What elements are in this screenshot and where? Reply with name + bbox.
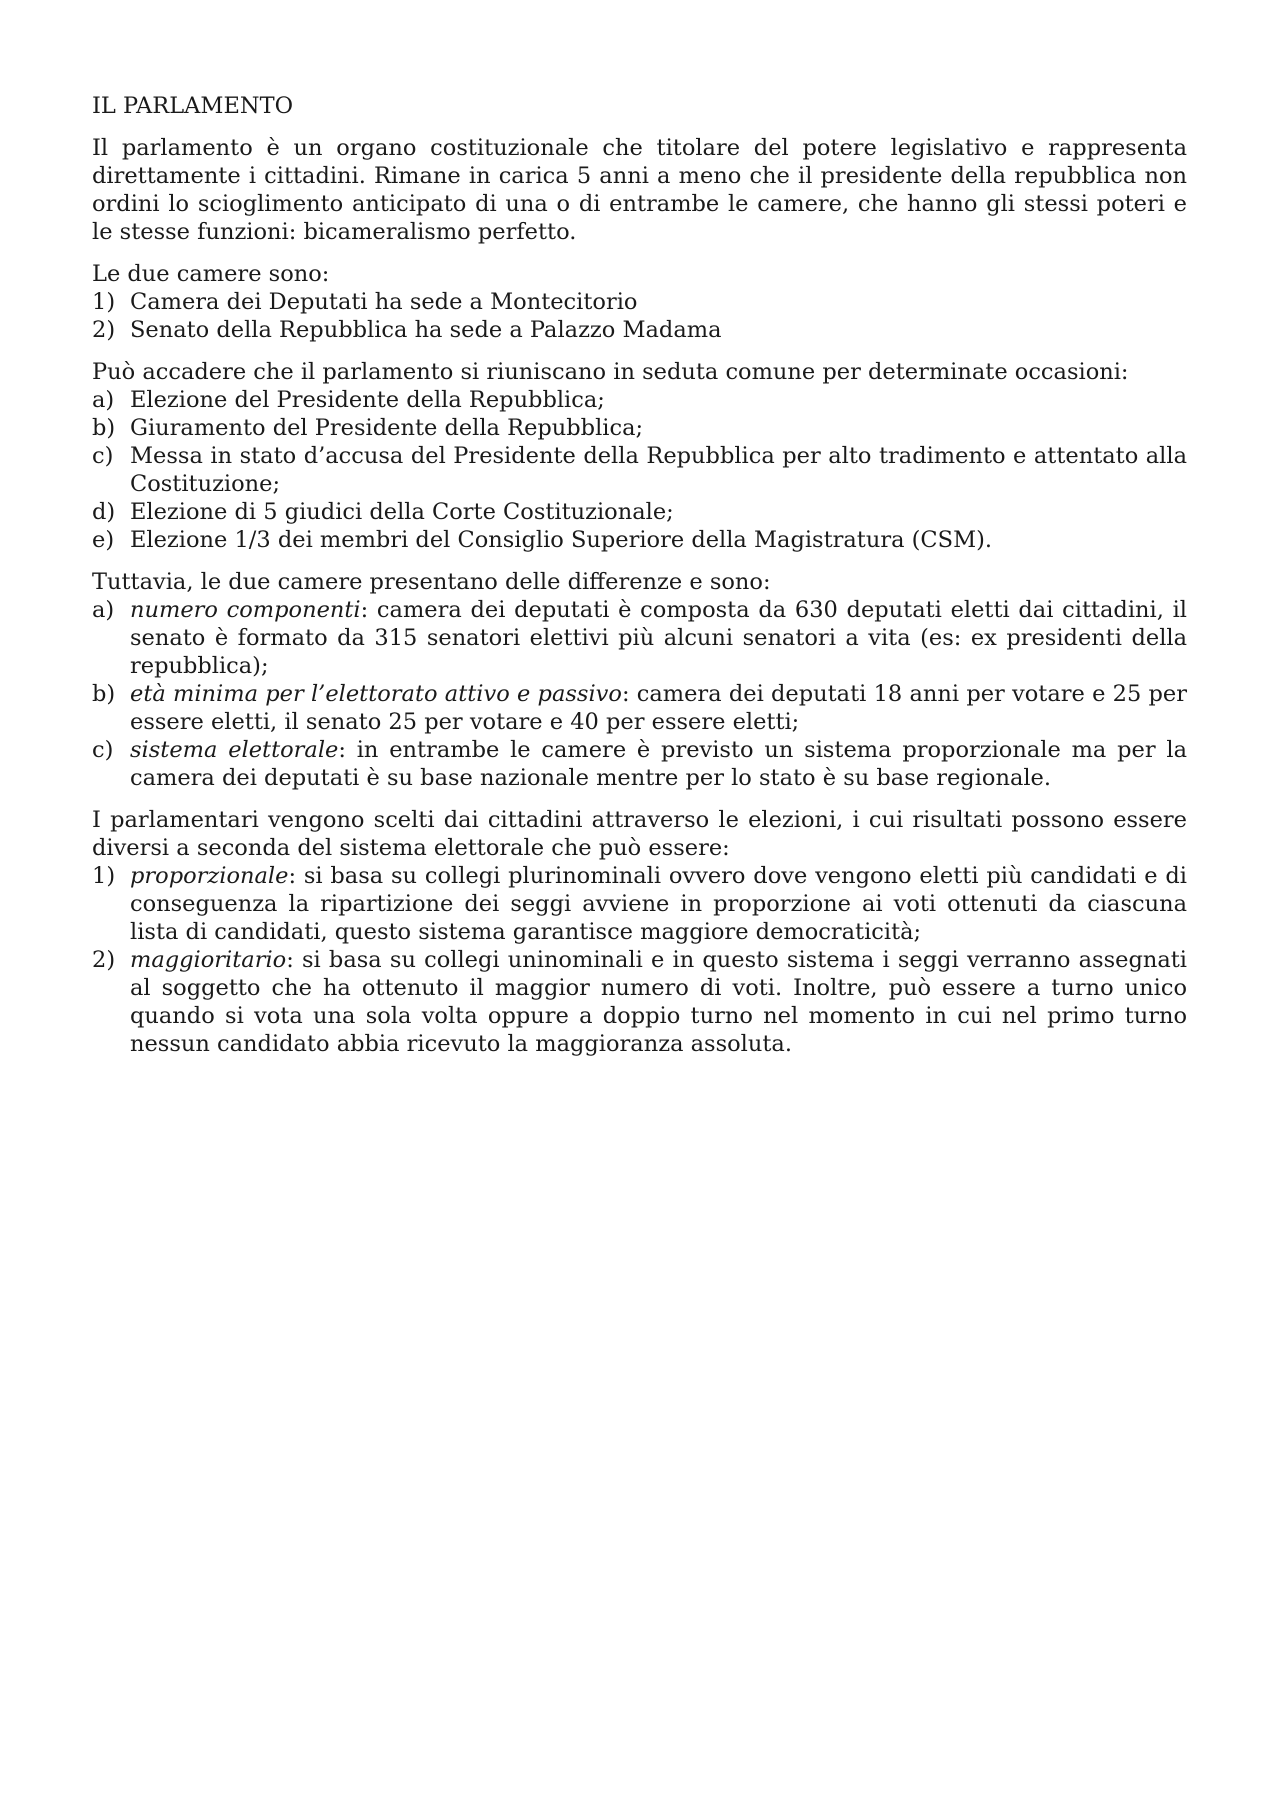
list-item-term: maggioritario	[130, 947, 287, 973]
list-item-text: : in entrambe le camere è previsto un sistema proporzionale ma per la camera dei deputati è su base nazionale mentre per lo stato è su base regionale.	[130, 737, 1187, 791]
list-item-text: Senato della Repubblica ha sede a Palazzo Madama	[130, 317, 722, 343]
list-marker: c)	[92, 443, 114, 469]
seduta-comune-intro: Può accadere che il parlamento si riuniscano in seduta comune per determinate occasioni:	[92, 359, 1129, 385]
seduta-comune-list	[92, 386, 1187, 554]
differenze-list	[92, 596, 1187, 792]
document-page	[92, 92, 1187, 1072]
list-item-text: : camera dei deputati è composta da 630 deputati eletti dai cittadini, il senato è formato da 315 senatori elettivi più alcuni senatori a vita (es: ex presidenti della repubblica);	[130, 597, 1187, 679]
list-marker: c)	[92, 737, 114, 763]
list-item-text: Elezione del Presidente della Repubblica;	[130, 387, 605, 413]
list-item-text: Elezione di 5 giudici della Corte Costituzionale;	[130, 499, 674, 525]
list-item	[92, 498, 1187, 526]
document-title: IL PARLAMENTO	[92, 93, 294, 119]
list-item	[92, 526, 1187, 554]
sistemi-intro: I parlamentari vengono scelti dai cittadini attraverso le elezioni, i cui risultati possono essere diversi a seconda del sistema elettorale che può essere:	[92, 807, 1187, 861]
camere-list	[92, 288, 1187, 344]
list-item-text: : camera dei deputati 18 anni per votare e 25 per essere eletti, il senato 25 per votare e 40 per essere eletti;	[130, 681, 1188, 735]
list-item	[92, 386, 1187, 414]
list-marker: d)	[92, 499, 116, 525]
seduta-comune-section	[92, 358, 1187, 554]
list-marker: a)	[92, 387, 115, 413]
list-marker: 2)	[92, 947, 116, 973]
list-item-text: Messa in stato d’accusa del Presidente della Repubblica per alto tradimento e attentato alla Costituzione;	[130, 443, 1187, 497]
list-item	[92, 442, 1187, 498]
list-item	[92, 946, 1187, 1058]
list-item-text: Giuramento del Presidente della Repubblica;	[130, 415, 644, 441]
list-marker: 1)	[92, 289, 116, 315]
list-marker: b)	[92, 681, 116, 707]
list-item	[92, 736, 1187, 792]
list-item-text: Elezione 1/3 dei membri del Consiglio Superiore della Magistratura (CSM).	[130, 527, 993, 553]
list-item-text: Camera dei Deputati ha sede a Montecitorio	[130, 289, 638, 315]
list-marker: 2)	[92, 317, 116, 343]
list-item	[92, 862, 1187, 946]
list-marker: b)	[92, 415, 116, 441]
list-item	[92, 316, 1187, 344]
intro-paragraph: Il parlamento è un organo costituzionale che titolare del potere legislativo e rappresenta direttamente i cittadini. Rimane in carica 5 anni a meno che il presidente della repubblica non ordini lo scioglimento anticipato di una o di entrambe le camere, che hanno gli stessi poteri e le stesse funzioni: bicameralismo perfetto.	[92, 135, 1187, 245]
list-item-term: numero componenti	[130, 597, 361, 623]
list-item-term: proporzionale	[130, 863, 289, 889]
list-item-term: sistema elettorale	[130, 737, 339, 763]
camere-section	[92, 260, 1187, 344]
list-item	[92, 596, 1187, 680]
list-item	[92, 680, 1187, 736]
sistemi-list	[92, 862, 1187, 1058]
list-marker: e)	[92, 527, 115, 553]
sistemi-section	[92, 806, 1187, 1058]
list-item	[92, 288, 1187, 316]
list-marker: a)	[92, 597, 115, 623]
camere-intro: Le due camere sono:	[92, 261, 330, 287]
list-item-term: età minima per l’elettorato attivo e passivo	[130, 681, 622, 707]
list-item-text: : si basa su collegi plurinominali ovvero dove vengono eletti più candidati e di conseguenza la ripartizione dei seggi avviene in proporzione ai voti ottenuti da ciascuna lista di candidati, questo sistema garantisce maggiore democraticità;	[130, 863, 1187, 945]
differenze-intro: Tuttavia, le due camere presentano delle differenze e sono:	[92, 569, 771, 595]
list-item	[92, 414, 1187, 442]
differenze-section	[92, 568, 1187, 792]
list-item-text: : si basa su collegi uninominali e in questo sistema i seggi verranno assegnati al soggetto che ha ottenuto il maggior numero di voti. Inoltre, può essere a turno unico quando si vota una sola volta oppure a doppio turno nel momento in cui nel primo turno nessun candidato abbia ricevuto la maggioranza assoluta.	[130, 947, 1187, 1057]
list-marker: 1)	[92, 863, 116, 889]
